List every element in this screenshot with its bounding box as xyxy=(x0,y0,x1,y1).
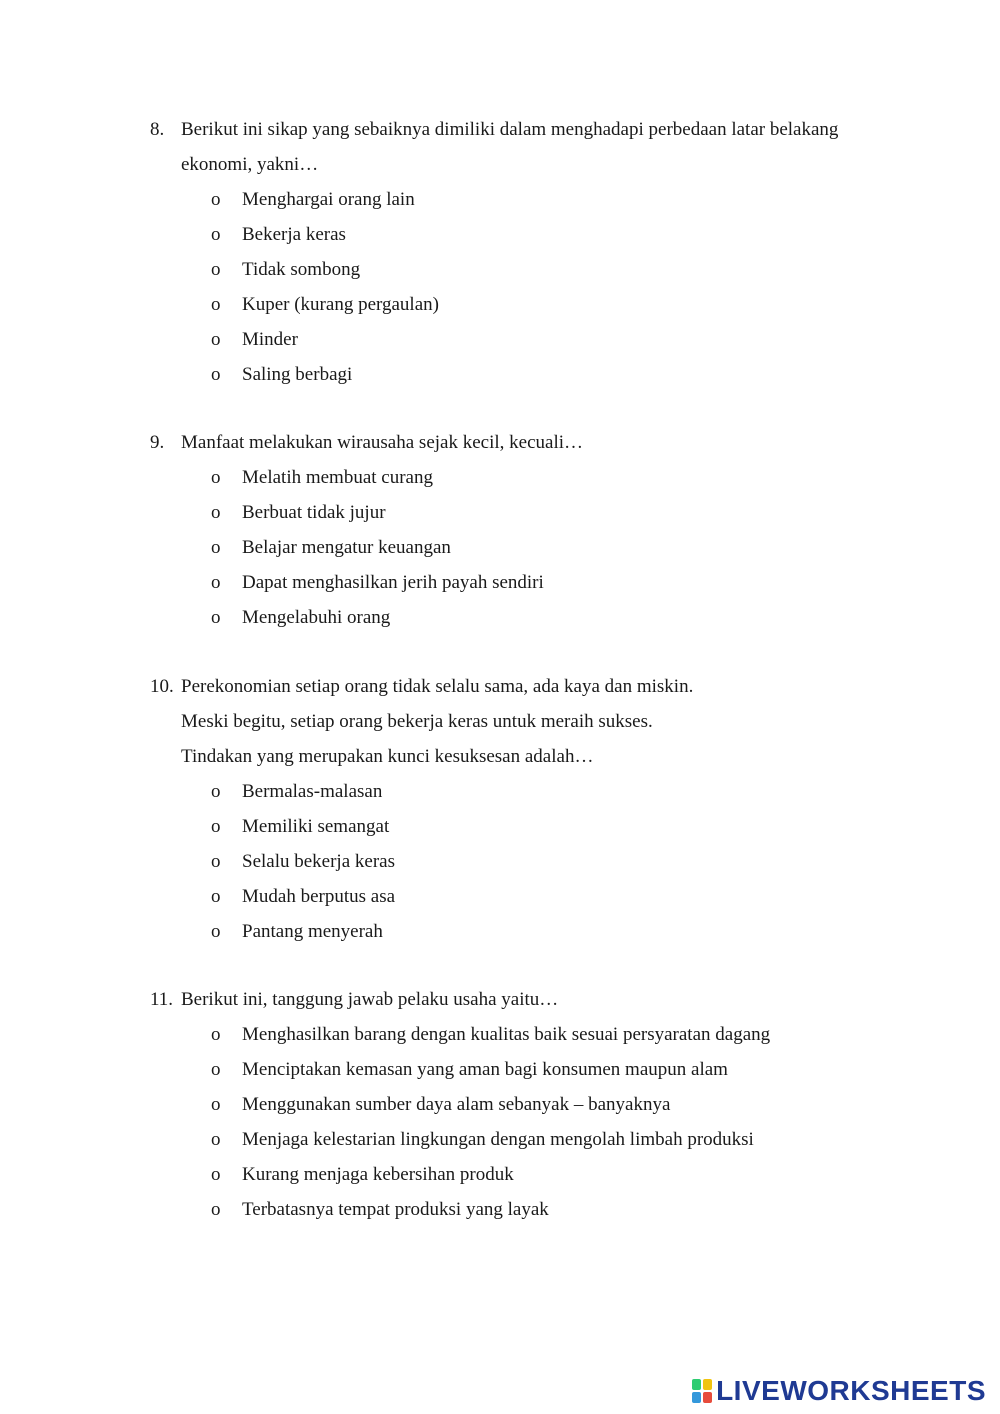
radio-circle-icon[interactable]: o xyxy=(211,329,221,350)
option-item[interactable] xyxy=(150,217,910,252)
option-list xyxy=(150,774,910,949)
radio-circle-icon[interactable]: o xyxy=(211,1129,221,1150)
radio-circle-icon[interactable]: o xyxy=(211,816,221,837)
radio-circle-icon[interactable]: o xyxy=(211,1199,221,1220)
question-text-continued: Meski begitu, setiap orang bekerja keras untuk meraih sukses. xyxy=(181,711,653,732)
option-item[interactable] xyxy=(150,1122,910,1157)
option-item[interactable] xyxy=(150,914,910,949)
radio-circle-icon[interactable]: o xyxy=(211,572,221,593)
radio-circle-icon[interactable]: o xyxy=(211,189,221,210)
option-item[interactable] xyxy=(150,322,910,357)
option-label: Kuper (kurang pergaulan) xyxy=(242,294,439,315)
question-11 xyxy=(150,982,910,1227)
option-label: Mengelabuhi orang xyxy=(242,607,391,628)
radio-circle-icon[interactable]: o xyxy=(211,1059,221,1080)
option-list xyxy=(150,182,910,392)
option-item[interactable] xyxy=(150,1192,910,1227)
radio-circle-icon[interactable]: o xyxy=(211,294,221,315)
radio-circle-icon[interactable]: o xyxy=(211,851,221,872)
option-label: Terbatasnya tempat produksi yang layak xyxy=(242,1199,549,1220)
brand-name: LIVEWORKSHEETS xyxy=(716,1375,986,1406)
option-item[interactable] xyxy=(150,844,910,879)
radio-circle-icon[interactable]: o xyxy=(211,781,221,802)
option-item[interactable] xyxy=(150,252,910,287)
option-item[interactable] xyxy=(150,1087,910,1122)
logo-tile-i xyxy=(703,1379,712,1390)
option-list xyxy=(150,1017,910,1227)
question-8 xyxy=(150,112,910,392)
option-label: Dapat menghasilkan jerih payah sendiri xyxy=(242,572,544,593)
radio-circle-icon[interactable]: o xyxy=(211,1164,221,1185)
question-text-continued: ekonomi, yakni… xyxy=(181,154,319,175)
option-item[interactable] xyxy=(150,357,910,392)
radio-circle-icon[interactable]: o xyxy=(211,921,221,942)
option-label: Minder xyxy=(242,329,298,350)
radio-circle-icon[interactable]: o xyxy=(211,467,221,488)
option-label: Berbuat tidak jujur xyxy=(242,502,386,523)
radio-circle-icon[interactable]: o xyxy=(211,502,221,523)
option-label: Melatih membuat curang xyxy=(242,467,433,488)
option-item[interactable] xyxy=(150,1157,910,1192)
question-11-stem xyxy=(150,982,910,1017)
radio-circle-icon[interactable]: o xyxy=(211,607,221,628)
radio-circle-icon[interactable]: o xyxy=(211,1094,221,1115)
liveworksheets-logo-icon xyxy=(692,1379,712,1403)
option-item[interactable] xyxy=(150,600,910,635)
option-label: Menggunakan sumber daya alam sebanyak – banyaknya xyxy=(242,1094,671,1115)
option-label: Memiliki semangat xyxy=(242,816,390,837)
question-10 xyxy=(150,669,910,949)
liveworksheets-brand xyxy=(692,1374,986,1408)
option-item[interactable] xyxy=(150,565,910,600)
option-item[interactable] xyxy=(150,460,910,495)
option-label: Menjaga kelestarian lingkungan dengan mengolah limbah produksi xyxy=(242,1129,754,1150)
radio-circle-icon[interactable]: o xyxy=(211,224,221,245)
option-label: Tidak sombong xyxy=(242,259,361,280)
option-label: Bermalas-malasan xyxy=(242,781,383,802)
option-item[interactable] xyxy=(150,879,910,914)
radio-circle-icon[interactable]: o xyxy=(211,537,221,558)
question-8-stem xyxy=(150,112,910,147)
question-text: Manfaat melakukan wirausaha sejak kecil, kecuali… xyxy=(181,432,583,453)
option-label: Menghargai orang lain xyxy=(242,189,415,210)
question-text-continued: Tindakan yang merupakan kunci kesuksesan adalah… xyxy=(181,746,594,767)
option-label: Bekerja keras xyxy=(242,224,346,245)
radio-circle-icon[interactable]: o xyxy=(211,886,221,907)
option-label: Pantang menyerah xyxy=(242,921,383,942)
option-item[interactable] xyxy=(150,530,910,565)
logo-tile-v xyxy=(692,1392,701,1403)
option-item[interactable] xyxy=(150,774,910,809)
question-9-stem xyxy=(150,425,910,460)
question-number: 8. xyxy=(150,119,165,140)
question-number: 9. xyxy=(150,432,165,453)
option-label: Kurang menjaga kebersihan produk xyxy=(242,1164,514,1185)
option-item[interactable] xyxy=(150,495,910,530)
option-item[interactable] xyxy=(150,182,910,217)
option-list xyxy=(150,460,910,635)
question-text: Berikut ini, tanggung jawab pelaku usaha yaitu… xyxy=(181,989,559,1010)
option-label: Saling berbagi xyxy=(242,364,353,385)
radio-circle-icon[interactable]: o xyxy=(211,259,221,280)
radio-circle-icon[interactable]: o xyxy=(211,1024,221,1045)
option-label: Menciptakan kemasan yang aman bagi konsumen maupun alam xyxy=(242,1059,728,1080)
question-number: 11. xyxy=(150,989,174,1010)
option-label: Selalu bekerja keras xyxy=(242,851,395,872)
option-item[interactable] xyxy=(150,1052,910,1087)
question-9 xyxy=(150,425,910,635)
question-number: 10. xyxy=(150,676,174,697)
option-label: Menghasilkan barang dengan kualitas baik sesuai persyaratan dagang xyxy=(242,1024,771,1045)
option-label: Belajar mengatur keuangan xyxy=(242,537,451,558)
logo-tile-l xyxy=(692,1379,701,1390)
radio-circle-icon[interactable]: o xyxy=(211,364,221,385)
question-text: Perekonomian setiap orang tidak selalu sama, ada kaya dan miskin. xyxy=(181,676,694,697)
question-text: Berikut ini sikap yang sebaiknya dimiliki dalam menghadapi perbedaan latar belakang xyxy=(181,119,839,140)
option-item[interactable] xyxy=(150,287,910,322)
option-item[interactable] xyxy=(150,1017,910,1052)
option-item[interactable] xyxy=(150,809,910,844)
logo-tile-e xyxy=(703,1392,712,1403)
question-10-stem xyxy=(150,669,910,704)
option-label: Mudah berputus asa xyxy=(242,886,396,907)
